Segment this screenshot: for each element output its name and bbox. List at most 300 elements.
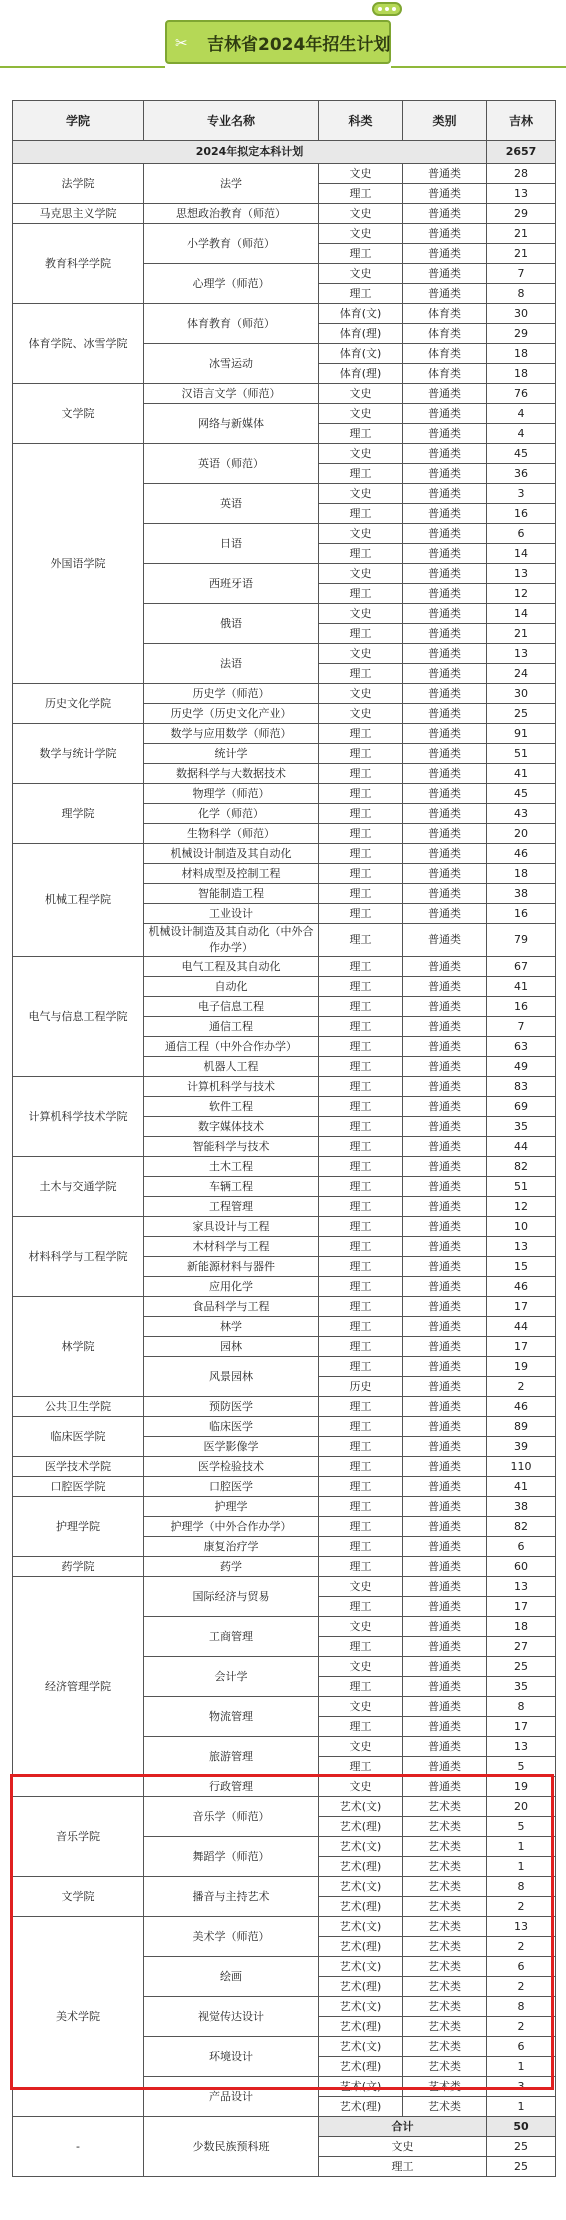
table-row	[13, 384, 556, 404]
quota-cell: 1	[487, 1857, 556, 1877]
college-cell: 临床医学院	[13, 1417, 144, 1457]
col-header-subject: 科类	[319, 101, 403, 141]
category-cell: 普通类	[403, 844, 487, 864]
category-cell: 普通类	[403, 384, 487, 404]
college-cell: 音乐学院	[13, 1797, 144, 1877]
subject-cell: 艺术(文)	[319, 1877, 403, 1897]
category-cell: 艺术类	[403, 2097, 487, 2117]
category-cell: 普通类	[403, 824, 487, 844]
major-cell: 食品科学与工程	[144, 1297, 319, 1317]
major-cell: 医学影像学	[144, 1437, 319, 1457]
subject-cell: 体育(文)	[319, 344, 403, 364]
major-cell: 机器人工程	[144, 1057, 319, 1077]
subject-cell: 理工	[319, 664, 403, 684]
summary-row	[13, 141, 556, 164]
subject-cell: 理工	[319, 904, 403, 924]
subject-cell: 理工	[319, 1477, 403, 1497]
major-cell: 机械设计制造及其自动化（中外合作办学）	[144, 924, 319, 957]
subject-cell: 理工	[319, 1277, 403, 1297]
category-cell: 普通类	[403, 544, 487, 564]
quota-cell: 30	[487, 304, 556, 324]
subject-cell: 理工	[319, 1237, 403, 1257]
quota-cell: 91	[487, 724, 556, 744]
subject-cell: 艺术(文)	[319, 2077, 403, 2097]
category-cell: 普通类	[403, 1457, 487, 1477]
category-cell: 艺术类	[403, 1817, 487, 1837]
category-cell: 普通类	[403, 764, 487, 784]
major-cell: 生物科学（师范）	[144, 824, 319, 844]
subject-cell: 文史	[319, 204, 403, 224]
category-cell: 艺术类	[403, 1897, 487, 1917]
subject-cell: 艺术(文)	[319, 2037, 403, 2057]
quota-cell: 39	[487, 1437, 556, 1457]
category-cell: 普通类	[403, 684, 487, 704]
page-title: 吉林省2024年招生计划	[207, 35, 391, 55]
quota-cell: 27	[487, 1637, 556, 1657]
subject-cell: 理工	[319, 1557, 403, 1577]
subject-cell: 文史	[319, 704, 403, 724]
subject-cell: 艺术(理)	[319, 2097, 403, 2117]
category-cell: 普通类	[403, 977, 487, 997]
college-cell: 理学院	[13, 784, 144, 844]
quota-cell: 46	[487, 1277, 556, 1297]
table-row	[13, 784, 556, 804]
category-cell: 普通类	[403, 584, 487, 604]
category-cell: 艺术类	[403, 2037, 487, 2057]
quota-cell: 8	[487, 1697, 556, 1717]
quota-cell: 51	[487, 744, 556, 764]
major-cell: 机械设计制造及其自动化	[144, 844, 319, 864]
subject-cell: 文史	[319, 524, 403, 544]
major-cell: 物理学（师范）	[144, 784, 319, 804]
category-cell: 体育类	[403, 364, 487, 384]
subject-cell: 理工	[319, 997, 403, 1017]
prep-total-row	[13, 2117, 556, 2137]
major-cell: 自动化	[144, 977, 319, 997]
quota-cell: 13	[487, 1577, 556, 1597]
category-cell: 普通类	[403, 1137, 487, 1157]
major-cell: 英语（师范）	[144, 444, 319, 484]
college-cell: 护理学院	[13, 1497, 144, 1557]
quota-cell: 38	[487, 884, 556, 904]
quota-cell: 4	[487, 404, 556, 424]
prep-college-cell: -	[13, 2117, 144, 2177]
category-cell: 普通类	[403, 1597, 487, 1617]
college-cell: 公共卫生学院	[13, 1397, 144, 1417]
quota-cell: 41	[487, 977, 556, 997]
quota-cell: 89	[487, 1417, 556, 1437]
category-cell: 普通类	[403, 284, 487, 304]
major-cell: 音乐学（师范）	[144, 1797, 319, 1837]
category-cell: 普通类	[403, 1617, 487, 1637]
category-cell: 艺术类	[403, 1837, 487, 1857]
category-cell: 普通类	[403, 524, 487, 544]
major-cell: 汉语言文学（师范）	[144, 384, 319, 404]
major-cell: 小学教育（师范）	[144, 224, 319, 264]
subject-cell: 理工	[319, 1177, 403, 1197]
major-cell: 应用化学	[144, 1277, 319, 1297]
quota-cell: 76	[487, 384, 556, 404]
subject-cell: 理工	[319, 544, 403, 564]
major-cell: 播音与主持艺术	[144, 1877, 319, 1917]
category-cell: 普通类	[403, 1117, 487, 1137]
category-cell: 艺术类	[403, 1977, 487, 1997]
category-cell: 普通类	[403, 744, 487, 764]
category-cell: 普通类	[403, 1677, 487, 1697]
quota-cell: 8	[487, 1997, 556, 2017]
major-cell: 国际经济与贸易	[144, 1577, 319, 1617]
category-cell: 普通类	[403, 1697, 487, 1717]
subject-cell: 理工	[319, 1337, 403, 1357]
subject-cell: 文史	[319, 1617, 403, 1637]
quota-cell: 18	[487, 1617, 556, 1637]
quota-cell: 25	[487, 1657, 556, 1677]
quota-cell: 18	[487, 864, 556, 884]
major-cell: 林学	[144, 1317, 319, 1337]
college-cell: 机械工程学院	[13, 844, 144, 957]
category-cell: 普通类	[403, 1577, 487, 1597]
major-cell: 日语	[144, 524, 319, 564]
major-cell: 通信工程	[144, 1017, 319, 1037]
major-cell: 数据科学与大数据技术	[144, 764, 319, 784]
major-cell: 冰雪运动	[144, 344, 319, 384]
category-cell: 普通类	[403, 404, 487, 424]
prep-subject-cell: 文史	[319, 2137, 487, 2157]
subject-cell: 理工	[319, 1637, 403, 1657]
major-cell: 预防医学	[144, 1397, 319, 1417]
quota-cell: 46	[487, 844, 556, 864]
table-row	[13, 1077, 556, 1097]
category-cell: 普通类	[403, 904, 487, 924]
quota-cell: 28	[487, 164, 556, 184]
college-cell: 文学院	[13, 1877, 144, 1917]
category-cell: 普通类	[403, 784, 487, 804]
major-cell: 视觉传达设计	[144, 1997, 319, 2037]
subject-cell: 理工	[319, 184, 403, 204]
category-cell: 普通类	[403, 1077, 487, 1097]
quota-cell: 45	[487, 784, 556, 804]
category-cell: 普通类	[403, 1657, 487, 1677]
category-cell: 普通类	[403, 504, 487, 524]
category-cell: 普通类	[403, 957, 487, 977]
college-cell: 口腔医学院	[13, 1477, 144, 1497]
subject-cell: 理工	[319, 1537, 403, 1557]
table-row	[13, 1577, 556, 1597]
subject-cell: 理工	[319, 1717, 403, 1737]
subject-cell: 理工	[319, 584, 403, 604]
category-cell: 普通类	[403, 224, 487, 244]
quota-cell: 17	[487, 1337, 556, 1357]
major-cell: 风景园林	[144, 1357, 319, 1397]
category-cell: 普通类	[403, 1437, 487, 1457]
category-cell: 普通类	[403, 724, 487, 744]
subject-cell: 理工	[319, 864, 403, 884]
major-cell: 临床医学	[144, 1417, 319, 1437]
table-row	[13, 1397, 556, 1417]
major-cell: 木材科学与工程	[144, 1237, 319, 1257]
major-cell: 车辆工程	[144, 1177, 319, 1197]
quota-cell: 3	[487, 484, 556, 504]
table-row	[13, 1877, 556, 1897]
subject-cell: 理工	[319, 284, 403, 304]
category-cell: 普通类	[403, 1237, 487, 1257]
major-cell: 英语	[144, 484, 319, 524]
college-cell: 土木与交通学院	[13, 1157, 144, 1217]
college-cell: 计算机科学技术学院	[13, 1077, 144, 1157]
category-cell: 普通类	[403, 1097, 487, 1117]
subject-cell: 文史	[319, 1577, 403, 1597]
category-cell: 普通类	[403, 184, 487, 204]
subject-cell: 文史	[319, 1657, 403, 1677]
subject-cell: 理工	[319, 1597, 403, 1617]
subject-cell: 理工	[319, 1117, 403, 1137]
category-cell: 普通类	[403, 1057, 487, 1077]
quota-cell: 1	[487, 1837, 556, 1857]
quota-cell: 19	[487, 1357, 556, 1377]
college-cell: 药学院	[13, 1557, 144, 1577]
quota-cell: 44	[487, 1317, 556, 1337]
category-cell: 普通类	[403, 1737, 487, 1757]
major-cell: 网络与新媒体	[144, 404, 319, 444]
category-cell: 普通类	[403, 1757, 487, 1777]
subject-cell: 文史	[319, 684, 403, 704]
category-cell: 普通类	[403, 1517, 487, 1537]
major-cell: 智能科学与技术	[144, 1137, 319, 1157]
category-cell: 普通类	[403, 704, 487, 724]
table-row	[13, 1497, 556, 1517]
table-row	[13, 204, 556, 224]
quota-cell: 21	[487, 224, 556, 244]
subject-cell: 理工	[319, 424, 403, 444]
college-cell: 美术学院	[13, 1917, 144, 2117]
subject-cell: 艺术(理)	[319, 1817, 403, 1837]
category-cell: 艺术类	[403, 1797, 487, 1817]
major-cell: 舞蹈学（师范）	[144, 1837, 319, 1877]
subject-cell: 理工	[319, 1517, 403, 1537]
table-header-row	[13, 101, 556, 141]
category-cell: 普通类	[403, 924, 487, 957]
category-cell: 艺术类	[403, 1917, 487, 1937]
quota-cell: 41	[487, 764, 556, 784]
category-cell: 普通类	[403, 204, 487, 224]
category-cell: 体育类	[403, 324, 487, 344]
subject-cell: 理工	[319, 977, 403, 997]
quota-cell: 2	[487, 1377, 556, 1397]
subject-cell: 理工	[319, 1097, 403, 1117]
category-cell: 普通类	[403, 1337, 487, 1357]
quota-cell: 38	[487, 1497, 556, 1517]
major-cell: 电子信息工程	[144, 997, 319, 1017]
major-cell: 通信工程（中外合作办学）	[144, 1037, 319, 1057]
category-cell: 艺术类	[403, 2017, 487, 2037]
category-cell: 普通类	[403, 1477, 487, 1497]
subject-cell: 理工	[319, 924, 403, 957]
category-cell: 普通类	[403, 1637, 487, 1657]
category-cell: 普通类	[403, 1297, 487, 1317]
major-cell: 工业设计	[144, 904, 319, 924]
quota-cell: 45	[487, 444, 556, 464]
quota-cell: 35	[487, 1117, 556, 1137]
table-row	[13, 1557, 556, 1577]
quota-cell: 110	[487, 1457, 556, 1477]
prep-major-cell: 少数民族预科班	[144, 2117, 319, 2177]
quota-cell: 5	[487, 1757, 556, 1777]
subject-cell: 理工	[319, 957, 403, 977]
quota-cell: 17	[487, 1717, 556, 1737]
subject-cell: 艺术(文)	[319, 1837, 403, 1857]
subject-cell: 理工	[319, 1357, 403, 1377]
college-cell: 历史文化学院	[13, 684, 144, 724]
subject-cell: 理工	[319, 464, 403, 484]
subject-cell: 理工	[319, 1017, 403, 1037]
quota-cell: 36	[487, 464, 556, 484]
major-cell: 西班牙语	[144, 564, 319, 604]
college-cell: 外国语学院	[13, 444, 144, 684]
subject-cell: 文史	[319, 404, 403, 424]
subject-cell: 理工	[319, 1497, 403, 1517]
category-cell: 普通类	[403, 1277, 487, 1297]
college-cell: 林学院	[13, 1297, 144, 1397]
quota-cell: 2	[487, 2017, 556, 2037]
major-cell: 历史学（历史文化产业）	[144, 704, 319, 724]
table-row	[13, 304, 556, 324]
col-header-college: 学院	[13, 101, 144, 141]
subject-cell: 理工	[319, 1257, 403, 1277]
college-cell: 经济管理学院	[13, 1577, 144, 1797]
category-cell: 艺术类	[403, 1857, 487, 1877]
quota-cell: 1	[487, 2057, 556, 2077]
table-row	[13, 844, 556, 864]
major-cell: 心理学（师范）	[144, 264, 319, 304]
table-row	[13, 1797, 556, 1817]
subject-cell: 理工	[319, 504, 403, 524]
category-cell: 普通类	[403, 1717, 487, 1737]
quota-cell: 46	[487, 1397, 556, 1417]
subject-cell: 文史	[319, 164, 403, 184]
table-row	[13, 1417, 556, 1437]
major-cell: 历史学（师范）	[144, 684, 319, 704]
quota-cell: 20	[487, 824, 556, 844]
header-line-right	[391, 66, 566, 68]
category-cell: 普通类	[403, 564, 487, 584]
category-cell: 艺术类	[403, 1877, 487, 1897]
category-cell: 普通类	[403, 1377, 487, 1397]
subject-cell: 理工	[319, 1217, 403, 1237]
subject-cell: 文史	[319, 224, 403, 244]
quota-cell: 43	[487, 804, 556, 824]
table-row	[13, 957, 556, 977]
col-header-category: 类别	[403, 101, 487, 141]
quota-cell: 69	[487, 1097, 556, 1117]
college-cell: 材料科学与工程学院	[13, 1217, 144, 1297]
quota-cell: 16	[487, 904, 556, 924]
subject-cell: 理工	[319, 1417, 403, 1437]
major-cell: 思想政治教育（师范）	[144, 204, 319, 224]
col-header-jilin: 吉林	[487, 101, 556, 141]
prep-subject-cell: 理工	[319, 2157, 487, 2177]
quota-cell: 51	[487, 1177, 556, 1197]
quota-cell: 13	[487, 1917, 556, 1937]
quota-cell: 14	[487, 604, 556, 624]
quota-cell: 10	[487, 1217, 556, 1237]
table-row	[13, 1217, 556, 1237]
table-row	[13, 164, 556, 184]
subject-cell: 文史	[319, 604, 403, 624]
major-cell: 电气工程及其自动化	[144, 957, 319, 977]
table-row	[13, 224, 556, 244]
subject-cell: 历史	[319, 1377, 403, 1397]
major-cell: 行政管理	[144, 1777, 319, 1797]
category-cell: 普通类	[403, 1217, 487, 1237]
college-cell: 电气与信息工程学院	[13, 957, 144, 1077]
subject-cell: 艺术(文)	[319, 1997, 403, 2017]
quota-cell: 12	[487, 584, 556, 604]
category-cell: 普通类	[403, 1037, 487, 1057]
category-cell: 体育类	[403, 304, 487, 324]
subject-cell: 理工	[319, 1157, 403, 1177]
category-cell: 普通类	[403, 644, 487, 664]
major-cell: 新能源材料与器件	[144, 1257, 319, 1277]
subject-cell: 体育(文)	[319, 304, 403, 324]
category-cell: 普通类	[403, 1397, 487, 1417]
quota-cell: 12	[487, 1197, 556, 1217]
category-cell: 体育类	[403, 344, 487, 364]
subject-cell: 理工	[319, 744, 403, 764]
quota-cell: 35	[487, 1677, 556, 1697]
category-cell: 普通类	[403, 604, 487, 624]
subject-cell: 体育(理)	[319, 364, 403, 384]
major-cell: 环境设计	[144, 2037, 319, 2077]
category-cell: 普通类	[403, 804, 487, 824]
major-cell: 材料成型及控制工程	[144, 864, 319, 884]
quota-cell: 16	[487, 504, 556, 524]
college-cell: 体育学院、冰雪学院	[13, 304, 144, 384]
table-row	[13, 1457, 556, 1477]
quota-cell: 21	[487, 244, 556, 264]
quota-cell: 79	[487, 924, 556, 957]
subject-cell: 理工	[319, 1297, 403, 1317]
quota-cell: 1	[487, 2097, 556, 2117]
quota-cell: 4	[487, 424, 556, 444]
college-cell: 文学院	[13, 384, 144, 444]
subject-cell: 理工	[319, 764, 403, 784]
major-cell: 工程管理	[144, 1197, 319, 1217]
major-cell: 旅游管理	[144, 1737, 319, 1777]
category-cell: 普通类	[403, 464, 487, 484]
category-cell: 普通类	[403, 1157, 487, 1177]
quota-cell: 63	[487, 1037, 556, 1057]
quota-cell: 13	[487, 184, 556, 204]
subject-cell: 艺术(文)	[319, 1797, 403, 1817]
major-cell: 化学（师范）	[144, 804, 319, 824]
subject-cell: 理工	[319, 1457, 403, 1477]
table-row	[13, 684, 556, 704]
subject-cell: 理工	[319, 1397, 403, 1417]
subject-cell: 理工	[319, 624, 403, 644]
prep-total-label: 合计	[319, 2117, 487, 2137]
category-cell: 普通类	[403, 624, 487, 644]
quota-cell: 7	[487, 264, 556, 284]
category-cell: 普通类	[403, 264, 487, 284]
header-line-left	[0, 66, 165, 68]
major-cell: 绘画	[144, 1957, 319, 1997]
major-cell: 口腔医学	[144, 1477, 319, 1497]
subject-cell: 艺术(理)	[319, 1857, 403, 1877]
quota-cell: 82	[487, 1517, 556, 1537]
category-cell: 普通类	[403, 1417, 487, 1437]
category-cell: 普通类	[403, 1197, 487, 1217]
quota-cell: 29	[487, 204, 556, 224]
